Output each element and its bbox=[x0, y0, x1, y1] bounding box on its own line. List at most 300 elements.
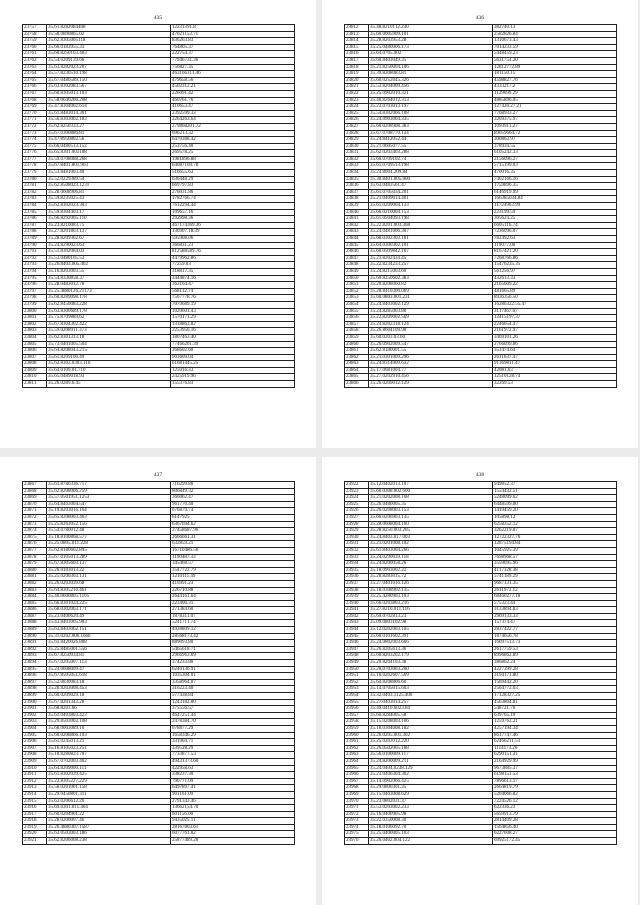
row-id-cell: 23868 bbox=[23, 489, 47, 495]
table-row bbox=[23, 812, 295, 819]
value-a-cell: 35.24.8202318.124 bbox=[369, 322, 493, 328]
value-b-cell: 157374.47 bbox=[493, 620, 617, 626]
value-a-cell: 35.22.8305227.229 bbox=[47, 779, 171, 785]
value-a-cell: 35.28.8410300.069 bbox=[369, 289, 493, 295]
row-id-cell: 23975 bbox=[345, 831, 369, 837]
value-b-cell: 3547722.79 bbox=[171, 568, 295, 574]
value-a-cell: 35.61.0705034.201 bbox=[369, 190, 493, 196]
table-row bbox=[345, 45, 617, 52]
value-b-cell: 6240136.91 bbox=[171, 667, 295, 673]
row-id-cell: 23858 bbox=[345, 328, 369, 334]
table-row bbox=[23, 163, 295, 170]
table-row bbox=[23, 348, 295, 355]
table-row bbox=[23, 647, 295, 654]
row-id-cell: 23961 bbox=[345, 739, 369, 745]
row-id-cell: 23874 bbox=[23, 528, 47, 534]
table-row bbox=[23, 45, 295, 52]
row-id-cell: 23962 bbox=[345, 746, 369, 752]
value-b-cell: 632859.21 bbox=[171, 541, 295, 547]
value-a-cell: 35.18.8100868.577 bbox=[47, 535, 171, 541]
value-a-cell: 35.26.0502005.188 bbox=[369, 746, 493, 752]
value-a-cell: 35.26.0902009.547 bbox=[369, 342, 493, 348]
value-a-cell: 35.68.0302063.171 bbox=[47, 607, 171, 613]
value-b-cell: 375556.57 bbox=[171, 706, 295, 712]
row-id-cell: 23912 bbox=[23, 779, 47, 785]
table-row bbox=[345, 374, 617, 381]
table-row bbox=[345, 568, 617, 575]
value-a-cell: 35.52.0229389.54 bbox=[47, 177, 171, 183]
row-id-cell: 23913 bbox=[23, 785, 47, 791]
value-b-cell: 1020601.43 bbox=[171, 309, 295, 315]
value-a-cell: 35.66.0183955.33 bbox=[47, 45, 171, 51]
table-row bbox=[23, 555, 295, 562]
row-id-cell: 23904 bbox=[23, 726, 47, 732]
value-b-cell: 318817.35 bbox=[171, 269, 295, 275]
table-row bbox=[23, 640, 295, 647]
row-id-cell: 23881 bbox=[23, 574, 47, 580]
table-row bbox=[23, 535, 295, 542]
value-a-cell: 35.26.0480005.35 bbox=[369, 502, 493, 508]
row-id-cell: 23964 bbox=[345, 759, 369, 765]
table-row bbox=[23, 137, 295, 144]
value-a-cell: 35.26.4880307.1587 bbox=[47, 825, 171, 831]
table-row bbox=[345, 84, 617, 91]
table-row bbox=[23, 831, 295, 838]
table-row bbox=[345, 236, 617, 243]
value-b-cell: 2165609.22 bbox=[493, 282, 617, 288]
row-id-cell: 23849 bbox=[345, 269, 369, 275]
table-row bbox=[345, 555, 617, 562]
table-row bbox=[345, 249, 617, 256]
row-id-cell: 23935 bbox=[345, 568, 369, 574]
table-row bbox=[23, 328, 295, 335]
value-a-cell: 35.28.8203008.453 bbox=[47, 686, 171, 692]
row-id-cell: 23886 bbox=[23, 607, 47, 613]
row-id-cell: 23766 bbox=[23, 84, 47, 90]
table-row bbox=[23, 243, 295, 250]
value-b-cell: 1259762.21 bbox=[493, 719, 617, 725]
row-id-cell: 23848 bbox=[345, 262, 369, 268]
value-b-cell: 949852.37 bbox=[493, 482, 617, 488]
table-row bbox=[345, 660, 617, 667]
value-a-cell: 35.18.0308902.135 bbox=[369, 588, 493, 594]
table-row bbox=[345, 522, 617, 529]
value-b-cell: 470016.35 bbox=[493, 170, 617, 176]
row-id-cell: 23861 bbox=[345, 348, 369, 354]
value-a-cell: 35.61.8780336.717 bbox=[47, 482, 171, 488]
table-row bbox=[345, 25, 617, 32]
row-id-cell: 23945 bbox=[345, 634, 369, 640]
table-row bbox=[23, 733, 295, 740]
value-b-cell: 901161.09 bbox=[171, 792, 295, 798]
value-a-cell: 35.24.0404.0238.129 bbox=[369, 766, 493, 772]
value-b-cell: 2791343.46 bbox=[171, 799, 295, 805]
value-a-cell: 35.22.8201.003.368 bbox=[369, 223, 493, 229]
table-row bbox=[23, 78, 295, 85]
value-a-cell: 35.22.0350008.30 bbox=[369, 818, 493, 824]
value-a-cell: 35.54.8302066.108 bbox=[369, 111, 493, 117]
value-a-cell: 35.57.0501951.1253 bbox=[47, 495, 171, 501]
table-row bbox=[23, 25, 295, 32]
row-id-cell: 23918 bbox=[23, 818, 47, 824]
value-b-cell: 5715199.03 bbox=[493, 163, 617, 169]
table-row bbox=[345, 117, 617, 124]
value-b-cell: 7079689.19 bbox=[171, 302, 295, 308]
page-number: 437 bbox=[153, 472, 163, 478]
row-id-cell: 23762 bbox=[23, 58, 47, 64]
value-b-cell: 577438.84 bbox=[171, 693, 295, 699]
value-a-cell: 35.52.0830083.18 bbox=[47, 680, 171, 686]
row-id-cell: 23782 bbox=[23, 190, 47, 196]
table-row bbox=[23, 706, 295, 713]
row-id-cell: 23805 bbox=[23, 342, 47, 348]
data-table bbox=[344, 481, 617, 845]
table-row bbox=[23, 752, 295, 759]
table-row bbox=[23, 746, 295, 753]
table-row bbox=[345, 229, 617, 236]
value-b-cell: 4647251.44 bbox=[171, 713, 295, 719]
value-a-cell: 35.25.0200303.131 bbox=[47, 574, 171, 580]
value-a-cell: 35.21.0201008.102 bbox=[369, 541, 493, 547]
page-435 bbox=[0, 0, 316, 448]
row-id-cell: 23803 bbox=[23, 328, 47, 334]
value-a-cell: 35.59.0708088.268 bbox=[47, 157, 171, 163]
table-row bbox=[23, 98, 295, 105]
row-id-cell: 23929 bbox=[345, 528, 369, 534]
table-row bbox=[23, 229, 295, 236]
table-row bbox=[345, 726, 617, 733]
table-row bbox=[345, 700, 617, 707]
data-table bbox=[344, 24, 617, 388]
table-row bbox=[23, 361, 295, 368]
row-id-cell: 23939 bbox=[345, 594, 369, 600]
row-id-cell: 23896 bbox=[23, 673, 47, 679]
value-a-cell: 35.51.8302084.03 bbox=[47, 249, 171, 255]
row-id-cell: 23863 bbox=[345, 361, 369, 367]
value-a-cell: 35.59.8304403.17 bbox=[47, 210, 171, 216]
row-id-cell: 23954 bbox=[345, 693, 369, 699]
row-id-cell: 23895 bbox=[23, 667, 47, 673]
table-row bbox=[23, 295, 295, 302]
table-row bbox=[345, 328, 617, 335]
table-row bbox=[23, 124, 295, 131]
row-id-cell: 23775 bbox=[23, 144, 47, 150]
value-b-cell: 1564856.40 bbox=[493, 825, 617, 831]
table-row bbox=[345, 170, 617, 177]
table-row bbox=[345, 381, 617, 388]
table-row bbox=[345, 508, 617, 515]
value-b-cell: 7236096.07 bbox=[493, 229, 617, 235]
value-a-cell: 35.24.0802003.666 bbox=[369, 640, 493, 646]
value-b-cell: 4885896.05 bbox=[493, 98, 617, 104]
table-row bbox=[23, 131, 295, 138]
value-a-cell: 35.18.0304008.182 bbox=[369, 726, 493, 732]
row-id-cell: 23968 bbox=[345, 785, 369, 791]
row-id-cell: 23771 bbox=[23, 117, 47, 123]
row-id-cell: 23926 bbox=[345, 508, 369, 514]
row-id-cell: 23816 bbox=[345, 51, 369, 57]
value-a-cell: 35.66.0480513.152 bbox=[47, 144, 171, 150]
row-id-cell: 23920 bbox=[23, 831, 47, 837]
row-id-cell: 23776 bbox=[23, 150, 47, 156]
value-b-cell: 338237.30 bbox=[171, 772, 295, 778]
value-b-cell: 77946731.36 bbox=[171, 58, 295, 64]
value-a-cell: 35.53.0480105.53 bbox=[47, 256, 171, 262]
table-row bbox=[23, 342, 295, 349]
table-row bbox=[345, 686, 617, 693]
value-a-cell: 35.64.0705.002 bbox=[369, 51, 493, 57]
value-b-cell: 812588589.76 bbox=[171, 249, 295, 255]
value-a-cell: 35.46.8264012.313 bbox=[369, 98, 493, 104]
row-id-cell: 23819 bbox=[345, 71, 369, 77]
table-row bbox=[23, 528, 295, 535]
value-a-cell: 35.61.0709513.198 bbox=[369, 163, 493, 169]
row-id-cell: 23788 bbox=[23, 229, 47, 235]
value-b-cell: 25877489.28 bbox=[171, 838, 295, 844]
table-row bbox=[345, 157, 617, 164]
value-b-cell: 3269375.97 bbox=[493, 117, 617, 123]
value-a-cell: 35.60.8250103.403 bbox=[47, 51, 171, 57]
value-b-cell: 13662154.70 bbox=[171, 805, 295, 811]
value-b-cell: 479658.56 bbox=[171, 78, 295, 84]
value-a-cell: 35.67.8201343.28 bbox=[47, 700, 171, 706]
value-a-cell: 35.28.8250.003.205 bbox=[369, 528, 493, 534]
value-b-cell: 2425919.96 bbox=[171, 374, 295, 380]
table-row bbox=[23, 581, 295, 588]
table-row bbox=[345, 243, 617, 250]
row-id-cell: 23827 bbox=[345, 124, 369, 130]
value-a-cell: 35.24.8412052.44 bbox=[369, 137, 493, 143]
value-a-cell: 35.60.0709102.74 bbox=[369, 157, 493, 163]
value-a-cell: 35.23.0703013.197 bbox=[369, 104, 493, 110]
value-b-cell: 226710.88 bbox=[171, 588, 295, 594]
value-b-cell: 279868201.72 bbox=[171, 124, 295, 130]
value-a-cell: 35.61.0245013.21 bbox=[47, 739, 171, 745]
row-id-cell: 23814 bbox=[345, 38, 369, 44]
value-b-cell: 345468.57 bbox=[171, 561, 295, 567]
value-a-cell: 35.67.8401.801.903 bbox=[47, 163, 171, 169]
data-table bbox=[22, 481, 295, 845]
value-b-cell: 6198151.53 bbox=[493, 772, 617, 778]
value-b-cell: 223400.31 bbox=[171, 601, 295, 607]
value-a-cell: 35.53.8204009.456 bbox=[369, 84, 493, 90]
row-id-cell: 23859 bbox=[345, 335, 369, 341]
value-a-cell: 35.75.8709889.62 bbox=[47, 315, 171, 321]
row-id-cell: 23812 bbox=[345, 25, 369, 31]
value-a-cell: 35.25.0805.011.228 bbox=[47, 541, 171, 547]
value-b-cell: 105898.12 bbox=[493, 515, 617, 521]
value-b-cell: 4227399.28 bbox=[493, 667, 617, 673]
value-b-cell: 368602.60 bbox=[171, 348, 295, 354]
row-id-cell: 23963 bbox=[345, 752, 369, 758]
table-row bbox=[345, 614, 617, 621]
value-b-cell: 331904.71 bbox=[171, 739, 295, 745]
table-row bbox=[23, 799, 295, 806]
value-a-cell: 35.09.0803102.98 bbox=[369, 620, 493, 626]
row-id-cell: 23942 bbox=[345, 614, 369, 620]
value-b-cell: 1981896.88 bbox=[171, 157, 295, 163]
value-a-cell: 35.25.0400005.103 bbox=[369, 831, 493, 837]
value-a-cell: 35.60.0803.001.231 bbox=[369, 295, 493, 301]
value-a-cell: 35.12.0202003.105 bbox=[369, 627, 493, 633]
value-a-cell: 35.64.8403004.547 bbox=[47, 502, 171, 508]
value-a-cell: 35.60.0509842.167 bbox=[369, 249, 493, 255]
value-a-cell: 35.60.8250602.383 bbox=[369, 276, 493, 282]
value-b-cell: 1190487.33 bbox=[171, 555, 295, 561]
row-id-cell: 23976 bbox=[345, 838, 369, 844]
value-a-cell: 35.28.0200007.46 bbox=[47, 818, 171, 824]
row-id-cell: 23840 bbox=[345, 210, 369, 216]
table-row bbox=[345, 792, 617, 799]
row-id-cell: 23936 bbox=[345, 574, 369, 580]
value-b-cell: 1045925.39 bbox=[493, 548, 617, 554]
value-b-cell: 2664819.79 bbox=[493, 785, 617, 791]
value-b-cell: 3133894.83 bbox=[493, 607, 617, 613]
value-b-cell: 2644161.64 bbox=[171, 594, 295, 600]
value-b-cell: 1093911.27 bbox=[493, 124, 617, 130]
value-b-cell: 416991.23 bbox=[171, 581, 295, 587]
value-a-cell: 35.27.8210.011.116 bbox=[369, 607, 493, 613]
row-id-cell: 23818 bbox=[345, 65, 369, 71]
value-a-cell: 35.65.8301.003108 bbox=[47, 150, 171, 156]
value-a-cell: 35.64.8305210.461 bbox=[47, 588, 171, 594]
value-b-cell: 678877.29 bbox=[171, 726, 295, 732]
table-row bbox=[23, 144, 295, 151]
value-b-cell: 889093.80 bbox=[171, 640, 295, 646]
value-b-cell: 49431373.60 bbox=[171, 759, 295, 765]
value-a-cell: 35.24.8285003.80 bbox=[369, 309, 493, 315]
value-a-cell: 35.59.0208911.373 bbox=[47, 328, 171, 334]
value-b-cell: 2478384.70 bbox=[171, 719, 295, 725]
value-b-cell: 696213.32 bbox=[171, 131, 295, 137]
table-row bbox=[23, 381, 295, 388]
row-id-cell: 23764 bbox=[23, 71, 47, 77]
value-b-cell: 300863.97 bbox=[493, 137, 617, 143]
row-id-cell: 23846 bbox=[345, 249, 369, 255]
value-b-cell: 432613.33 bbox=[493, 276, 617, 282]
row-id-cell: 23910 bbox=[23, 766, 47, 772]
row-id-cell: 23892 bbox=[23, 647, 47, 653]
value-a-cell: 35.60.0308.002.600 bbox=[369, 489, 493, 495]
row-id-cell: 23937 bbox=[345, 581, 369, 587]
value-a-cell: 35.26.8205613.36 bbox=[369, 647, 493, 653]
row-id-cell: 23900 bbox=[23, 700, 47, 706]
table-row bbox=[345, 361, 617, 368]
value-a-cell: 35.22.8234233.257 bbox=[369, 262, 493, 268]
table-row bbox=[23, 309, 295, 316]
value-a-cell: 35.60.0005909.101 bbox=[369, 32, 493, 38]
value-a-cell: 35.67.0708770.134 bbox=[369, 131, 493, 137]
value-a-cell: 35.61.8209100.49 bbox=[47, 355, 171, 361]
row-id-cell: 23917 bbox=[23, 812, 47, 818]
table-row bbox=[345, 111, 617, 118]
value-a-cell: 35.21.0605077.55 bbox=[369, 144, 493, 150]
table-row bbox=[345, 607, 617, 614]
table-row bbox=[345, 805, 617, 812]
value-a-cell: 35.62.8301313.18 bbox=[47, 335, 171, 341]
row-id-cell: 23835 bbox=[345, 177, 369, 183]
table-row bbox=[23, 541, 295, 548]
row-id-cell: 23956 bbox=[345, 706, 369, 712]
table-row bbox=[23, 282, 295, 289]
value-b-cell: 756827.35 bbox=[171, 65, 295, 71]
row-id-cell: 23888 bbox=[23, 620, 47, 626]
row-id-cell: 23950 bbox=[345, 667, 369, 673]
row-id-cell: 23823 bbox=[345, 98, 369, 104]
row-id-cell: 23967 bbox=[345, 779, 369, 785]
value-b-cell: 2966963.69 bbox=[171, 653, 295, 659]
row-id-cell: 23813 bbox=[345, 32, 369, 38]
row-id-cell: 23815 bbox=[345, 45, 369, 51]
value-b-cell: 1310673.43 bbox=[493, 38, 617, 44]
value-b-cell: 903609.04 bbox=[171, 355, 295, 361]
row-id-cell: 23919 bbox=[23, 825, 47, 831]
table-row bbox=[23, 51, 295, 58]
value-a-cell: 35.24.0481006.307 bbox=[369, 229, 493, 235]
value-b-cell: 2666661.31 bbox=[171, 535, 295, 541]
value-a-cell: 35.63.0483561.47 bbox=[369, 183, 493, 189]
row-id-cell: 23789 bbox=[23, 236, 47, 242]
table-row bbox=[345, 561, 617, 568]
value-b-cell: 269578.25 bbox=[171, 150, 295, 156]
row-id-cell: 23906 bbox=[23, 739, 47, 745]
value-b-cell: 481665.89 bbox=[493, 289, 617, 295]
table-row bbox=[345, 515, 617, 522]
table-row bbox=[23, 91, 295, 98]
value-a-cell: 35.25.0480006.173 bbox=[369, 45, 493, 51]
table-row bbox=[345, 489, 617, 496]
table-row bbox=[345, 91, 617, 98]
row-id-cell: 23873 bbox=[23, 522, 47, 528]
value-a-cell: 35.62.8206008.238 bbox=[47, 838, 171, 844]
value-b-cell: 378934.55 bbox=[493, 144, 617, 150]
value-a-cell: 35.24.8314009.632 bbox=[369, 361, 493, 367]
row-id-cell: 23927 bbox=[345, 515, 369, 521]
row-id-cell: 23759 bbox=[23, 38, 47, 44]
value-a-cell: 35.47.8304002.614 bbox=[47, 104, 171, 110]
row-id-cell: 23960 bbox=[345, 733, 369, 739]
value-b-cell: 6605116.74 bbox=[493, 223, 617, 229]
table-row bbox=[345, 163, 617, 170]
row-id-cell: 23865 bbox=[345, 374, 369, 380]
value-b-cell: 3444874.16 bbox=[171, 276, 295, 282]
value-a-cell: 35.25.4880126.21173 bbox=[47, 289, 171, 295]
value-b-cell: 595908.06 bbox=[171, 236, 295, 242]
value-b-cell: 6258352.12 bbox=[493, 522, 617, 528]
table-row bbox=[23, 673, 295, 680]
value-b-cell: 2253956.16 bbox=[171, 328, 295, 334]
value-a-cell: 35.20.8208060.82 bbox=[369, 282, 493, 288]
value-a-cell: 35.23.0406304.302 bbox=[369, 772, 493, 778]
row-id-cell: 23821 bbox=[345, 84, 369, 90]
page-number: 436 bbox=[475, 15, 485, 21]
value-b-cell: 5241711.74 bbox=[171, 620, 295, 626]
table-row bbox=[23, 713, 295, 720]
row-id-cell: 23902 bbox=[23, 713, 47, 719]
value-a-cell: 35.26.0203039.68 bbox=[47, 581, 171, 587]
value-a-cell: 35.68.0003089.10 bbox=[47, 726, 171, 732]
value-a-cell: 35.60.0204901.22 bbox=[47, 812, 171, 818]
value-a-cell: 35.43.8403005.903 bbox=[47, 620, 171, 626]
value-b-cell: 166385034.84 bbox=[493, 196, 617, 202]
table-row bbox=[345, 766, 617, 773]
value-b-cell: 339528.29 bbox=[171, 746, 295, 752]
row-id-cell: 23833 bbox=[345, 163, 369, 169]
row-id-cell: 23969 bbox=[345, 792, 369, 798]
table-row bbox=[23, 686, 295, 693]
table-row bbox=[23, 594, 295, 601]
value-b-cell: 6105242.33 bbox=[493, 150, 617, 156]
